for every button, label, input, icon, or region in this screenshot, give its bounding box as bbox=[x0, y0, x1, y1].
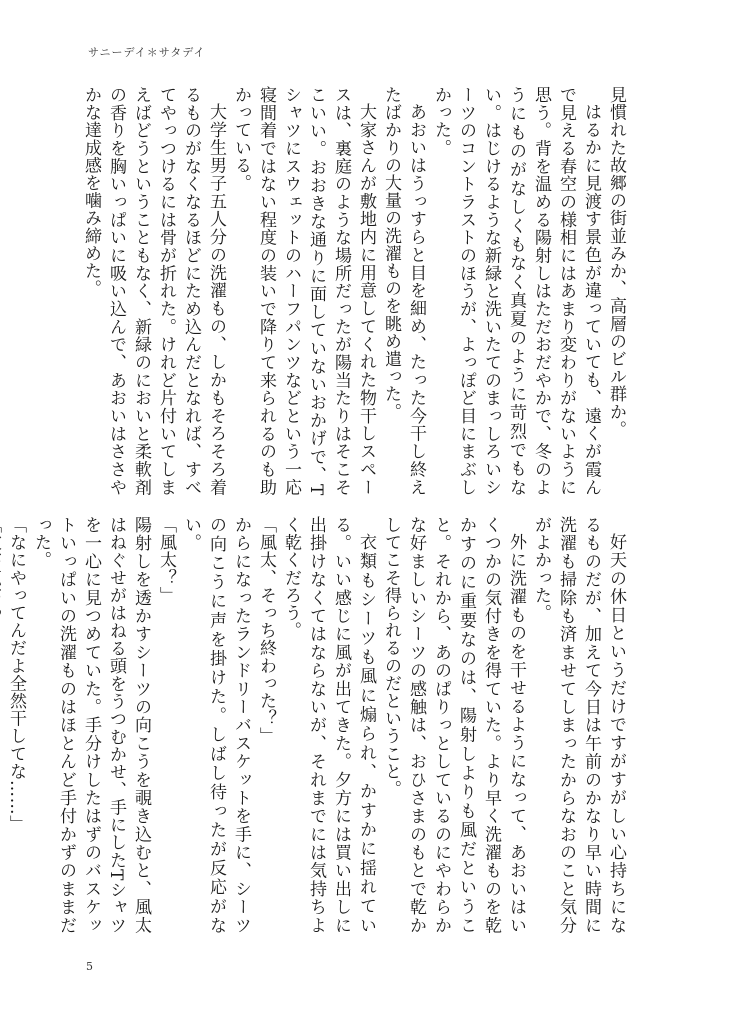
paragraph: あおいはうっすらと目を細め、たった今干し終えたばかりの大量の洗濯ものを眺め遣った。 bbox=[381, 86, 426, 496]
paragraph: からになったランドリーバスケットを手に、シーツの向こうに声を掛けた。しばし待ったが反応がない。 bbox=[181, 516, 251, 934]
dialogue-line: 「風太？」 bbox=[156, 516, 176, 604]
paragraph: 見慣れた故郷の街並みか、高層のビル群か。 bbox=[606, 86, 626, 438]
text-block-bottom bbox=[6, 516, 628, 934]
running-title: サニーデイ＊サタデイ bbox=[88, 46, 206, 59]
page-number: 5 bbox=[86, 960, 93, 973]
dialogue-line: 「なにやってんだよ全然干してな……」 bbox=[6, 516, 26, 833]
paragraph: 大家さんが敷地内に用意してくれた物干しスペースは、裏庭のような場所だったが陽当たりはそこそこいい。おおきな通りに面していないおかげで、Tシャツにスウェットのハーフパンツなどという一応寝間着ではない程度の装いで降りて来られるのも助かっている。 bbox=[231, 86, 376, 496]
paragraph: 好天の休日というだけですがすがしい心持ちになるものだが、加えて今日は午前のかなり早い時間に洗濯も掃除も済ませてしまったからなおのこと気分がよかった。 bbox=[531, 516, 626, 934]
paragraph: 衣類もシーツも風に煽られ、かすかに揺れている。いい感じに風が出てきた。夕方には買い出しに出掛けなくてはならないが、それまでには気持ちよく乾くだろう。 bbox=[281, 516, 376, 934]
dialogue-line bbox=[0, 516, 3, 934]
paragraph: 大学生男子五人分の洗濯もの、しかもそろそろ着るものがなくなるほどにため込んだとなれば、すべてやっつけるには骨が折れた。けれど片付いてしまえばどうということもなく、新緑のにおいと柔軟剤の香りを胸いっぱいに吸い込んで、あおいはささやかな達成感を噛み締めた。 bbox=[81, 86, 226, 496]
paragraph: 外に洗濯ものを干せるようになって、あおいはいくつかの気付きを得ていた。より早く洗濯ものを乾かすのに重要なのは、陽射しよりも風だということ。それから、あのぱりっとしているのにやわらかな好ましいシーツの感触は、おひさまのもとで乾かしてこそ得られるのだということ。 bbox=[381, 516, 526, 934]
paragraph: はるかに見渡す景色が違っていても、遠くが霞んで見える春空の様相にはあまり変わりがないように思う。背を温める陽射しはただおだやかで、冬のようにものがなしくもなく真夏のように苛烈でもない。はじけるような新緑と洗いたてのまっしろいシーツのコントラストのほうが、よっぽど目にまぶしかった。 bbox=[431, 86, 601, 496]
text-block-top bbox=[81, 86, 628, 496]
paragraph: 陽射しを透かすシーツの向こうを覗き込むと、風太はねぐせがはねる頭をうつむかせ、手にしたTシャツを一心に見つめていた。手分けしたはずのバスケットいっぱいの洗濯ものはほとんど手付かずのままだった。 bbox=[31, 516, 151, 934]
dialogue-line: 「風太、そっち終わった？」 bbox=[256, 516, 276, 745]
